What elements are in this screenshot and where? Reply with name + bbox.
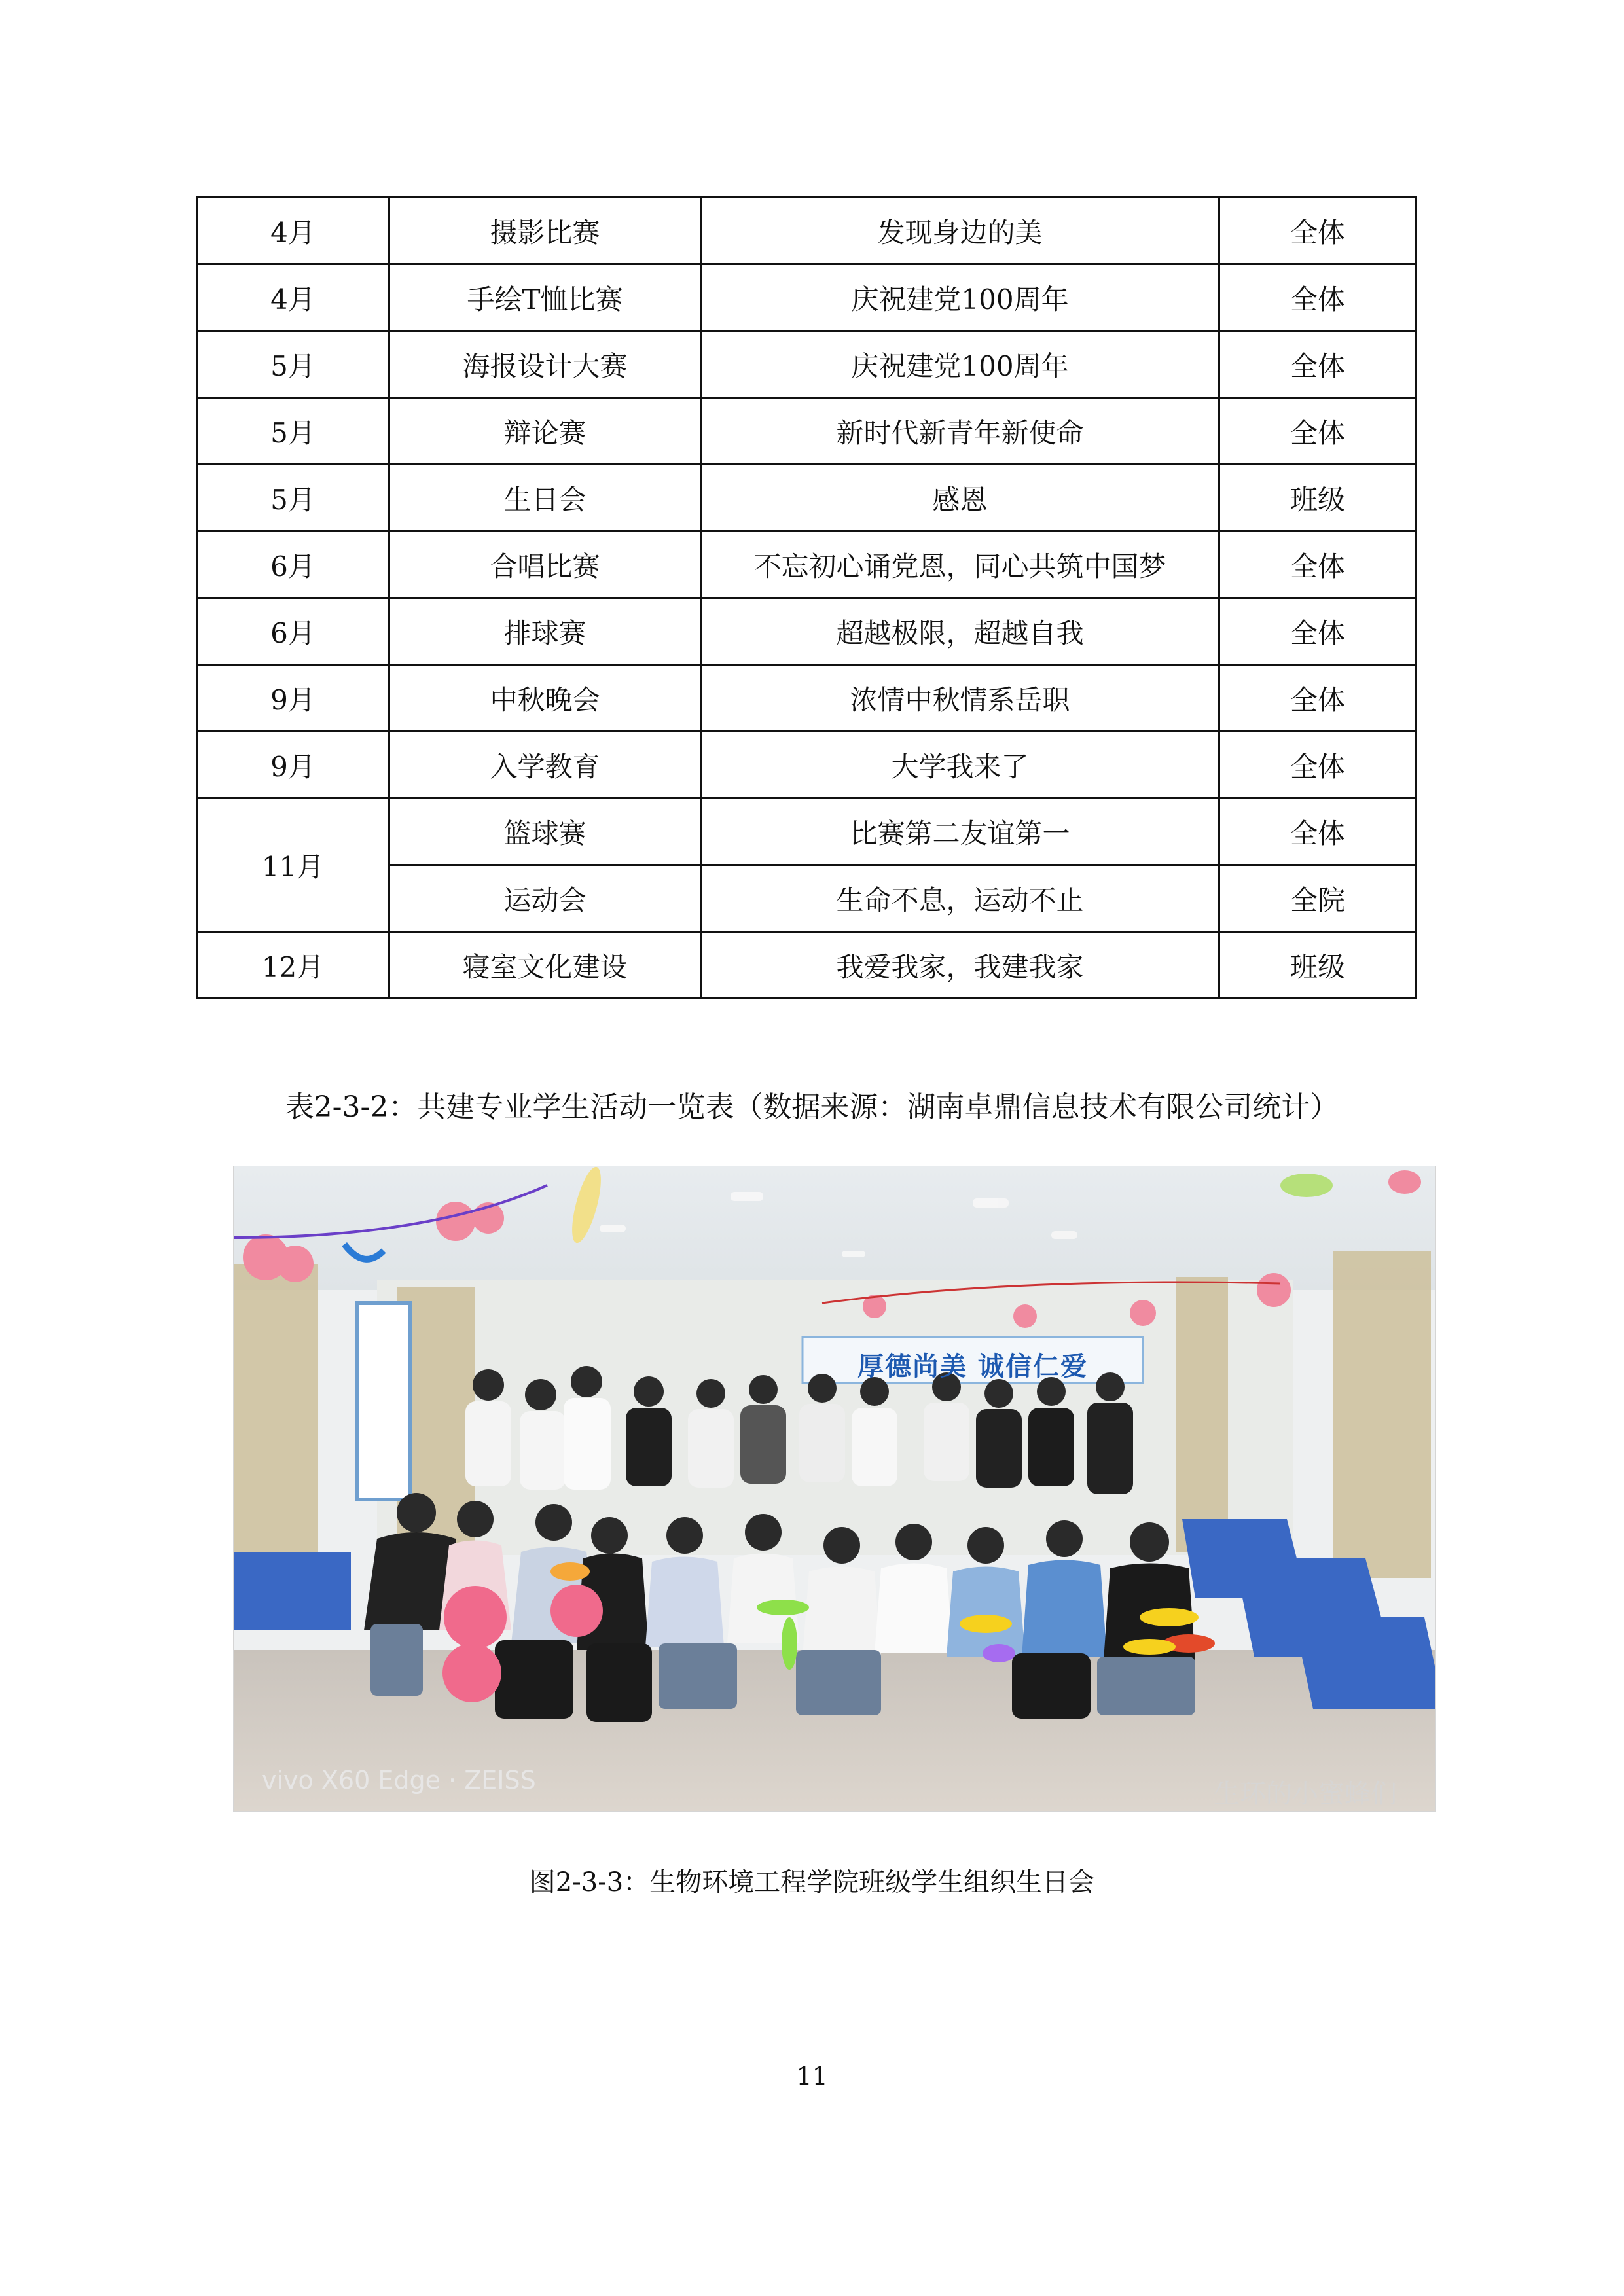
photo-illustration: [233, 1166, 1436, 1812]
theme-cell: 浓情中秋情系岳职: [701, 665, 1219, 732]
table-row: [197, 264, 1416, 331]
activity-cell: 入学教育: [389, 732, 701, 798]
activity-cell: 排球赛: [389, 598, 701, 665]
scope-cell: 班级: [1219, 932, 1416, 999]
theme-cell: 比赛第二友谊第一: [701, 798, 1219, 865]
scope-cell: 全体: [1219, 531, 1416, 598]
month-cell: 5月: [197, 398, 389, 465]
table-row: [197, 598, 1416, 665]
photo-caption: 图2-3-3：生物环境工程学院班级学生组织生日会: [529, 1867, 1095, 1897]
theme-cell: 感恩: [701, 465, 1219, 531]
table-row: [197, 732, 1416, 798]
month-cell: 9月: [197, 665, 389, 732]
theme-cell: 生命不息，运动不止: [701, 865, 1219, 932]
activity-cell: 生日会: [389, 465, 701, 531]
month-cell: 4月: [197, 198, 389, 264]
wechat-watermark: 生环的小蜜蜂们: [1214, 1779, 1397, 1809]
month-cell: 6月: [197, 531, 389, 598]
page-number: 11: [796, 2062, 828, 2090]
month-cell: 9月: [197, 732, 389, 798]
table-row: [197, 665, 1416, 732]
month-cell: 6月: [197, 598, 389, 665]
table-row: [197, 932, 1416, 999]
activity-cell: 篮球赛: [389, 798, 701, 865]
activity-table: [196, 196, 1417, 999]
table-caption: 表2-3-2：共建专业学生活动一览表（数据来源：湖南卓鼎信息技术有限公司统计）: [285, 1090, 1339, 1124]
theme-cell: 超越极限，超越自我: [701, 598, 1219, 665]
month-cell: 4月: [197, 264, 389, 331]
theme-cell: 庆祝建党100周年: [701, 264, 1219, 331]
month-cell: 12月: [197, 932, 389, 999]
birthday-party-photo: [233, 1166, 1436, 1812]
camera-watermark: vivo X60 Edge · ZEISS: [262, 1766, 536, 1795]
table-row: [197, 531, 1416, 598]
theme-cell: 大学我来了: [701, 732, 1219, 798]
activity-cell: 合唱比赛: [389, 531, 701, 598]
table-row: [197, 398, 1416, 465]
activity-cell: 海报设计大赛: [389, 331, 701, 398]
activity-cell: 摄影比赛: [389, 198, 701, 264]
table-row: [197, 465, 1416, 531]
scope-cell: 全体: [1219, 665, 1416, 732]
activity-cell: 中秋晚会: [389, 665, 701, 732]
month-cell: 5月: [197, 331, 389, 398]
scope-cell: 全体: [1219, 331, 1416, 398]
scope-cell: 全体: [1219, 198, 1416, 264]
scope-cell: 全体: [1219, 798, 1416, 865]
theme-cell: 不忘初心诵党恩，同心共筑中国梦: [701, 531, 1219, 598]
theme-cell: 我爱我家，我建我家: [701, 932, 1219, 999]
scope-cell: 班级: [1219, 465, 1416, 531]
table-row: [197, 798, 1416, 865]
scope-cell: 全体: [1219, 398, 1416, 465]
theme-cell: 发现身边的美: [701, 198, 1219, 264]
banner-text: 厚德尚美 诚信仁爱: [857, 1352, 1088, 1382]
table-row: [197, 331, 1416, 398]
scope-cell: 全体: [1219, 732, 1416, 798]
scope-cell: 全院: [1219, 865, 1416, 932]
activity-cell: 辩论赛: [389, 398, 701, 465]
activity-cell: 手绘T恤比赛: [389, 264, 701, 331]
theme-cell: 庆祝建党100周年: [701, 331, 1219, 398]
activity-cell: 运动会: [389, 865, 701, 932]
month-cell: 11月: [197, 798, 389, 932]
table-row: [197, 198, 1416, 264]
activity-cell: 寝室文化建设: [389, 932, 701, 999]
theme-cell: 新时代新青年新使命: [701, 398, 1219, 465]
month-cell: 5月: [197, 465, 389, 531]
scope-cell: 全体: [1219, 598, 1416, 665]
scope-cell: 全体: [1219, 264, 1416, 331]
